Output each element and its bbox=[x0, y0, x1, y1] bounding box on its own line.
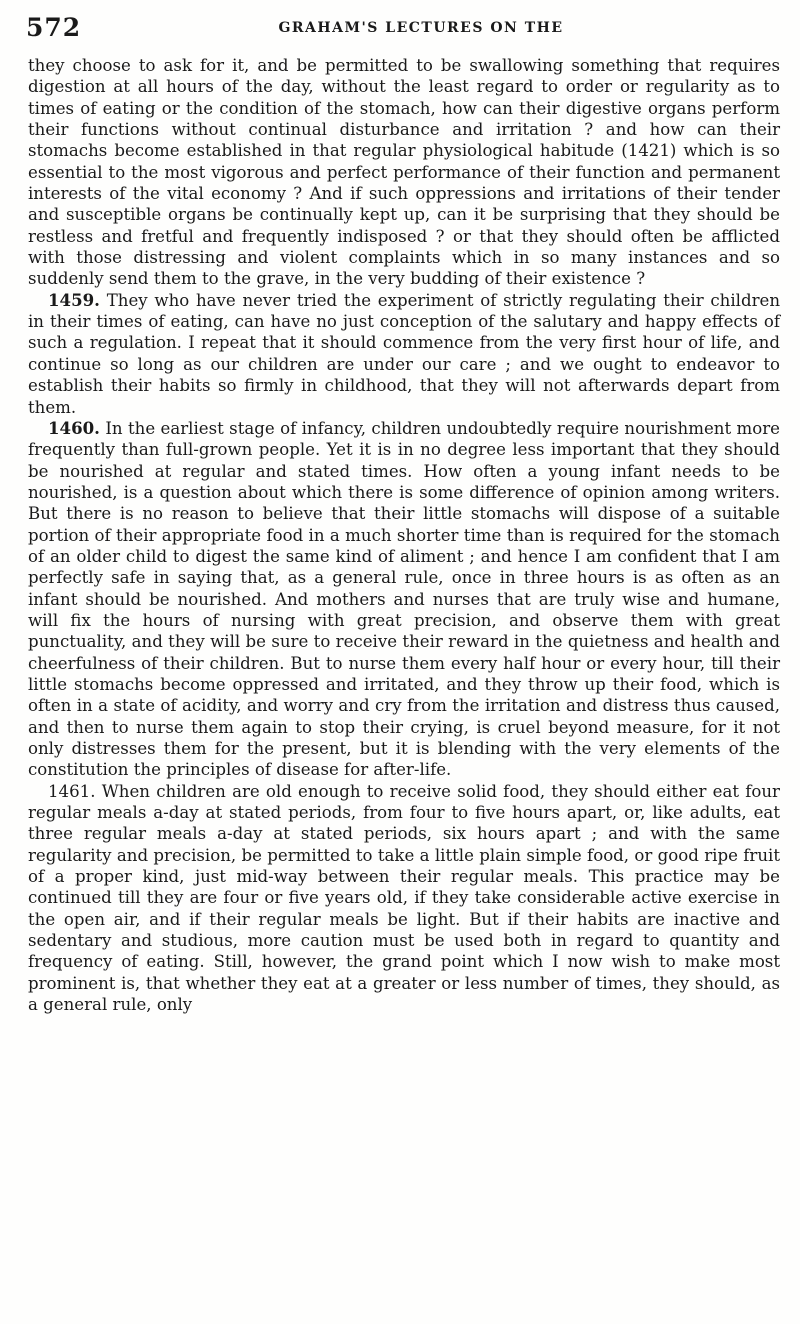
page-header bbox=[26, 8, 776, 48]
paragraph-text: In the earliest stage of infancy, children undoubtedly require nourishment more frequently than full-grown people. Yet it is in no degree less important that they should be nourished at regular and stated times. How often a young infant needs to be nourished, is a question about which there is some difference of opinion among writers. But there is no reason to believe that their little stomachs will dispose of a suitable portion of their appropriate food in a much shorter time than is required for the stomach of an older child to digest the same kind of aliment ; and hence I am confident that I am perfectly safe in saying that, as a general rule, once in three hours is as often as an infant should be nourished. And mothers and nurses that are truly wise and humane, will fix the hours of nursing with great precision, and observe them with great punctuality, and they will be sure to receive their reward in the quietness and health and cheerfulness of their children. But to nurse them every half hour or every hour, till their little stomachs become oppressed and irritated, and they throw up their food, which is often in a state of acidity, and worry and cry from the irritation and distress thus caused, and then to nurse them again to stop their crying, is cruel beyond measure, for it not only distresses them for the present, but it is blending with the very elements of the constitution the principles of disease for after-life. bbox=[28, 418, 781, 780]
paragraph-text: When children are old enough to receive solid food, they should either eat four regular meals a-day at stated periods, from four to five hours apart, or, like adults, eat three regular meals a-day at stated periods, six hours apart ; and with the same regularity and precision, be permitted to take a little plain simple food, or good ripe fruit of a proper kind, just mid-way between their regular meals. This practice may be continued till they are four or five years old, if they take considerable active exercise in the open air, and if their regular meals be light. But if their habits are inactive and sedentary and studious, more caution must be used both in regard to quantity and frequency of eating. Still, however, the grand point which I now wish to make most prominent is, that whether they eat at a greater or less number of times, they should, as a general rule, only bbox=[28, 781, 780, 1015]
paragraph-1461 bbox=[28, 781, 780, 1016]
paragraph-1459 bbox=[28, 290, 780, 418]
paragraph-text: They who have never tried the experiment of strictly regulating their children in their times of eating, can have no just conception of the salutary and happy effects of such a regulation. I repeat that it should commence from the very first hour of life, and continue so long as our children are under our care ; and we ought to endeavor to establish their habits so firmly in childhood, that they will not afterwards depart from them. bbox=[28, 290, 781, 417]
running-title: GRAHAM'S LECTURES ON THE bbox=[278, 20, 564, 36]
paragraph-1460 bbox=[28, 418, 780, 781]
page-number: 572 bbox=[26, 13, 82, 42]
body-text bbox=[28, 55, 780, 1015]
paragraph-continuation bbox=[28, 55, 780, 290]
section-number: 1461. bbox=[48, 781, 96, 801]
section-number: 1459. bbox=[48, 289, 100, 310]
paragraph-text: they choose to ask for it, and be permitted to be swallowing something that requires digestion at all hours of the day, without the least regard to order or regularity as to times of eating or the condition of the stomach, how can their digestive organs perform their functions without continual disturbance and irritation ? and how can their stomachs become established in that regular physiological habitude (1421) which is so essential to the most vigorous and perfect performance of their function and permanent interests of the vital economy ? And if such oppressions and irritations of their tender and susceptible organs be continually kept up, can it be surprising that they should be restless and fretful and frequently indisposed ? or that they should often be afflicted with those distressing and violent complaints which in so many instances and so suddenly send them to the grave, in the very budding of their existence ? bbox=[28, 56, 780, 289]
section-number: 1460. bbox=[48, 417, 100, 438]
